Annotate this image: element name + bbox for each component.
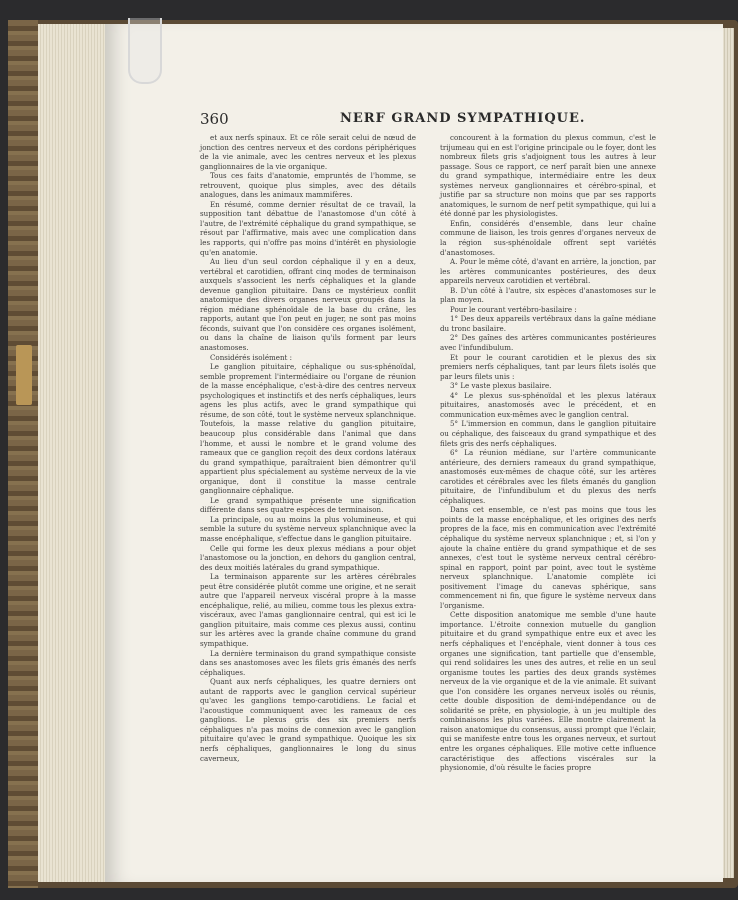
paragraph: concourent à la formation du plexus commun, c'est le trijumeau qui en est l'origine principale ou le foyer, dont les nombreux filets gris s'adjoignent tous les autres à leur passage. Sous ce rapport, ce nerf paraît bien une annexe du grand sympathique, intermédiaire entre les deux systèmes nerveux ganglionnaires et cérébro-spinal, et justifie par sa structure non moins que par ses rapports anatomiques, le surnom de nerf petit sympathique, qui lui a été donné par les physiologistes. [440,133,656,219]
paragraph: 3° Le vaste plexus basilaire. [450,381,552,391]
paragraph: 5° L'immersion en commun, dans le ganglion pituitaire ou céphalique, des faisceaux du grand sympathique et des filets gris des nerfs céphaliques. [440,419,656,448]
page-number: 360 [200,110,229,128]
paragraph: En résumé, comme dernier résultat de ce travail, la supposition tant débattue de l'anastomose d'un côté à l'autre, de l'extrémité céphalique du grand sympathique, se résout par l'affirmative, mais avec une complication dans les rapports, qui n'offre pas moins d'intérêt en physiologie qu'en anatomie. [200,199,416,257]
running-title: NERF GRAND SYMPATHIQUE. [340,111,586,126]
paragraph: Enfin, considérés d'ensemble, dans leur chaîne commune de liaison, les trois genres d'organes nerveux de la région sus-sphénoïdale offrent sept variétés d'anastomoses. [440,218,656,257]
paragraph: La dernière terminaison du grand sympathique consiste dans ses anastomoses avec les filets gris émanés des nerfs céphaliques. [200,648,416,677]
paragraph: Dans cet ensemble, ce n'est pas moins que tous les points de la masse encéphalique, et les origines des nerfs propres de la face, mis en communication avec l'extrémité céphalique du système nerveux splanchnique ; et, si l'on y ajoute la chaîne entière du grand sympathique et de ses annexes, c'est tout le système nerveux central cérébro-spinal en rapport, point par point, avec tout le système nerveux splanchnique. L'anatomie complète ici positivement l'image du canevas sphérique, sans commencement ni fin, que figure le système nerveux dans l'organisme. [440,505,656,610]
paragraph: Le grand sympathique présente une signification différente dans ses quatre espèces de terminaison. [200,495,416,515]
paragraph: Tous ces faits d'anatomie, empruntés de l'homme, se retrouvent, quoique plus simples, avec des détails analogues, dans les animaux mammifères. [200,171,416,200]
paragraph: B. D'un côté à l'autre, six espèces d'anastomoses sur le plan moyen. [440,285,656,305]
paragraph: et aux nerfs spinaux. Et ce rôle serait celui de nœud de jonction des centres nerveux et des cordons périphériques de la vie animale, avec les centres nerveux et les plexus ganglionnaires de la vie organique. [200,133,416,171]
right-page-stack [722,28,734,878]
paragraph: 2° Des gaînes des artères communicantes postérieures avec l'infundibulum. [440,333,656,353]
page-header [200,110,618,130]
right-text-column [440,133,656,773]
marbled-cover-edge [8,20,38,888]
left-page-stack [38,24,108,882]
page-clip-icon [128,18,162,84]
paragraph: Pour le courant vertébro-basilaire : [450,304,577,314]
paragraph: Cette disposition anatomique me semble d'une haute importance. L'étroite connexion mutuelle du ganglion pituitaire et du grand sympathique entre eux et avec les nerfs céphaliques et l'encéphale, vient donner à tous ces organes une signification, tant partielle que d'ensemble, qui rend solidaires les unes des autres, et relie en un seul organisme toutes les parties des deux grands systèmes nerveux de la vie organique et de la vie animale. Et suivant que l'on considère les organes nerveux isolés ou réunis, cette double disposition de demi-indépendance ou de solidarité se prête, en physiologie, à un jeu multiple des combinaisons les plus variées. Elle montre clairement la raison anatomique du consensus, aussi prompt que l'éclair, qui se manifeste entre tous les organes nerveux, et surtout entre les organes céphaliques. Elle motive cette influence caractéristique des affections viscérales sur la physionomie, d'où résulte le facies propre [440,610,656,773]
paragraph: 1° Des deux appareils vertébraux dans la gaîne médiane du tronc basilaire. [440,314,656,333]
cover-corner-tab [16,345,32,405]
paragraph: Considérés isolément : [210,352,293,362]
paragraph: Celle qui forme les deux plexus médians a pour objet l'anastomose ou la jonction, en dehors du ganglion central, des deux moitiés latérales du grand sympathique. [200,543,416,572]
paragraph: Quant aux nerfs céphaliques, les quatre derniers ont autant de rapports avec le ganglion cervical supérieur qu'avec les ganglions tempo-carotidiens. Le facial et l'acoustique communiquent avec les rameaux de ces ganglions. Le plexus gris des six premiers nerfs céphaliques n'a pas moins de connexion avec le ganglion pituitaire qu'avec le grand sympathique. Quoique les six nerfs céphaliques, ganglionnaires le long du sinus caverneux, [200,677,416,763]
paragraph: Le ganglion pituitaire, céphalique ou sus-sphénoïdal, semble proprement l'intermédiaire ou l'organe de réunion de la masse encéphalique, c'est-à-dire des centres nerveux psychologiques et instinctifs et des nerfs céphaliques, leurs agens les plus actifs, avec le grand sympathique qui résume, de son côté, tout le système nerveux splanchnique. Toutefois, la masse relative du ganglion pituitaire, beaucoup plus considérable dans l'animal que dans l'homme, et aussi le nombre et le grand volume des rameaux que ce ganglion reçoit des deux cordons latéraux du grand sympathique, paraîtraient bien démontrer qu'il appartient plus spécialement au système nerveux de la vie organique, dont il constitue la masse centrale ganglionnaire céphalique. [200,362,416,496]
paragraph: Au lieu d'un seul cordon céphalique il y en a deux, vertébral et carotidien, offrant cinq modes de terminaison auxquels s'associent les nerfs céphaliques et la glande devenue ganglion pituitaire. Dans ce mystérieux conflit anatomique des divers organes nerveux groupés dans la région médiane sphénoïdale de la base du crâne, les rapports, autant que l'on peut en juger, ne sont pas moins féconds, suivant que l'on considère ces organes isolément, ou dans la chaîne de liaison qu'ils forment par leurs anastomoses. [200,257,416,353]
paragraph: Et pour le courant carotidien et le plexus des six premiers nerfs céphaliques, tant par leurs filets isolés que par leurs filets unis : [440,352,656,381]
paragraph: 4° Le plexus sus-sphénoïdal et les plexus latéraux pituitaires, anastomosés avec le précédent, et en communication eux-mêmes avec le ganglion central. [440,390,656,419]
paragraph: 6° La réunion médiane, sur l'artère communicante antérieure, des derniers rameaux du grand sympathique, anastomosés eux-mêmes de chaque côté, sur les artères carotides et cérébrales avec les filets émanés du ganglion pituitaire, de l'infundibulum et du plexus des nerfs céphaliques. [440,448,656,505]
paragraph: La principale, ou au moins la plus volumineuse, et qui semble la suture du système nerveux splanchnique avec la masse encéphalique, s'effectue dans le ganglion pituitaire. [200,514,416,543]
left-text-column [200,133,416,763]
paragraph: La terminaison apparente sur les artères cérébrales peut être considérée plutôt comme une origine, et ne serait autre que l'appareil nerveux viscéral propre à la masse encéphalique, relié, au milieu, comme tous les plexus extra-viscéraux, avec l'amas ganglionnaire central, qui est ici le ganglion pituitaire, mais comme ces plexus aussi, continu sur les artères avec la grande chaîne commune du grand sympathique. [200,572,416,648]
paragraph: A. Pour le même côté, d'avant en arrière, la jonction, par les artères communicantes postérieures, des deux appareils nerveux carotidien et vertébral. [440,257,656,286]
